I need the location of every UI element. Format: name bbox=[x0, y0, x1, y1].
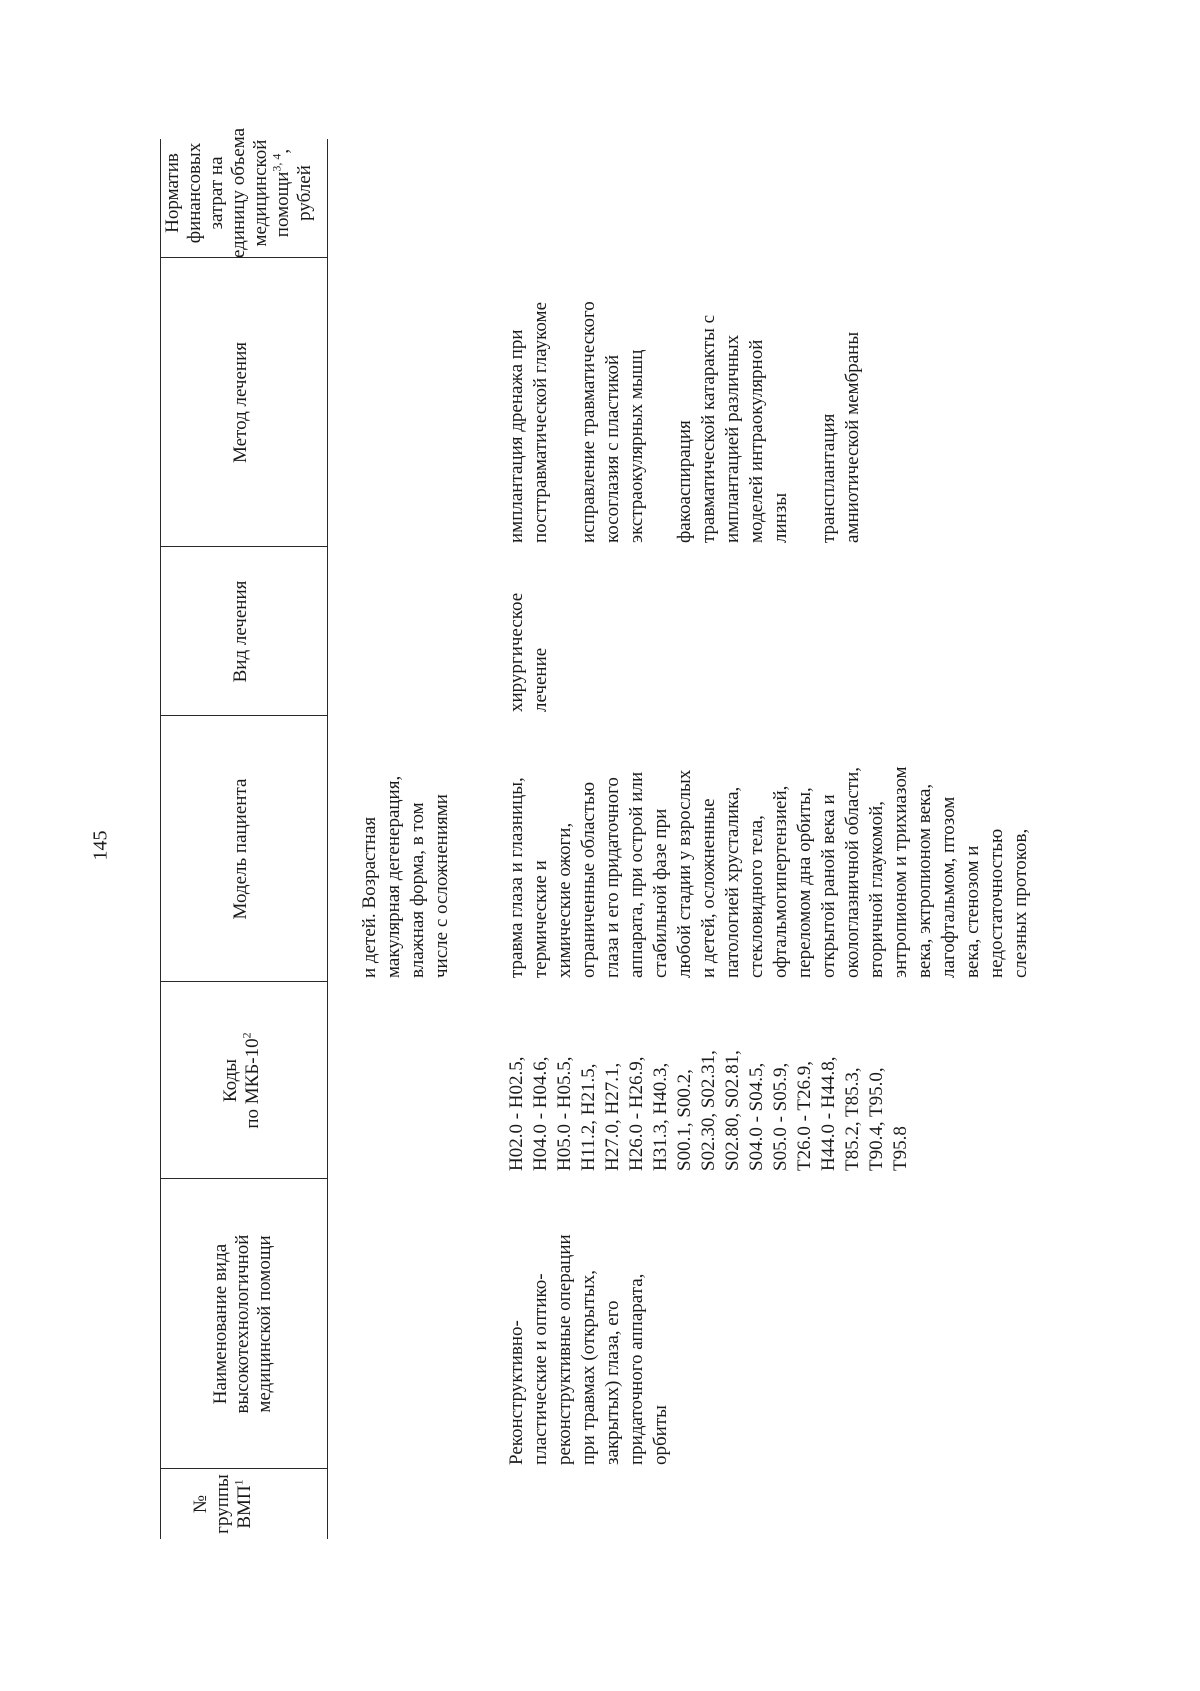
header-bottom-rule bbox=[327, 139, 328, 1539]
header-icd-codes: Коды по МКБ-$10^2$ bbox=[220, 1032, 263, 1129]
treatment-type-cell: хирургическое лечение bbox=[506, 592, 551, 712]
treatment-method-4: трансплантация амниотической мембраны bbox=[818, 331, 863, 543]
header-group-number: № группы ВМП$^1$ bbox=[190, 1474, 255, 1534]
treatment-method-2: исправление травматического косоглазия с пластикой экстраокулярных мышц bbox=[578, 301, 647, 543]
vmp-name-cell: Реконструктивно- пластические и оптико- реконструктивные операции при травмах (открытых, закрытых) глаза, его придаточного аппарата, орбиты bbox=[506, 1234, 671, 1465]
patient-model-cell: травма глаза и глазницы, термические и химические ожоги, ограниченные областью глаза и его придаточного аппарата, при острой или стабильной фазе при любой стадии у взрослых и детей, осложненные патологией хрусталика, стекловидного тела, офтальмогипертензией, переломом дна орбиты, открытой раной века и окологлазничной области, вторичной глаукомой, энтропионом и трихиазом века, эктропионом века, лагофтальмом, птозом века, стенозом и недостаточностью слезных протоков, bbox=[506, 766, 1031, 978]
page-number: 145 bbox=[89, 830, 112, 860]
treatment-method-3: факоаспирация травматической катаракты с имплантацией различных моделей интраокулярной линзы bbox=[674, 314, 791, 543]
icd-codes-cell: H02.0 - H02.5, H04.0 - H04.6, H05.0 - H05.5, H11.2, H21.5, H27.0, H27.1, H26.0 - H26.9, H31.3, H40.3, S00.1, S00.2, S02.30, S02.31, S02.80, S02.81, S04.0 - S04.5, S05.0 - S05.9, T26.0 - T26.9, H44.0 - H44.8, T85.2, T85.3, T90.4, T95.0, T95.8 bbox=[506, 1050, 911, 1171]
header-cost-norm: Норматив финансовых затрат на единицу объема медицинской помощи$^{3, 4}$, рублей bbox=[162, 127, 315, 258]
treatment-method-1: имплантация дренажа при посттравматической глаукоме bbox=[506, 301, 551, 543]
header-treatment-type: Вид лечения bbox=[230, 580, 251, 683]
header-patient-model: Модель пациента bbox=[230, 778, 251, 920]
table-top-rule bbox=[160, 139, 161, 1539]
header-vmp-name: Наименование вида высокотехнологичной медицинской помощи bbox=[210, 1234, 275, 1414]
header-treatment-method: Метод лечения bbox=[230, 342, 251, 464]
continuation-patient-model: и детей. Возрастная макулярная дегенерация, влажная форма, в том числе с осложнениями bbox=[359, 775, 452, 978]
